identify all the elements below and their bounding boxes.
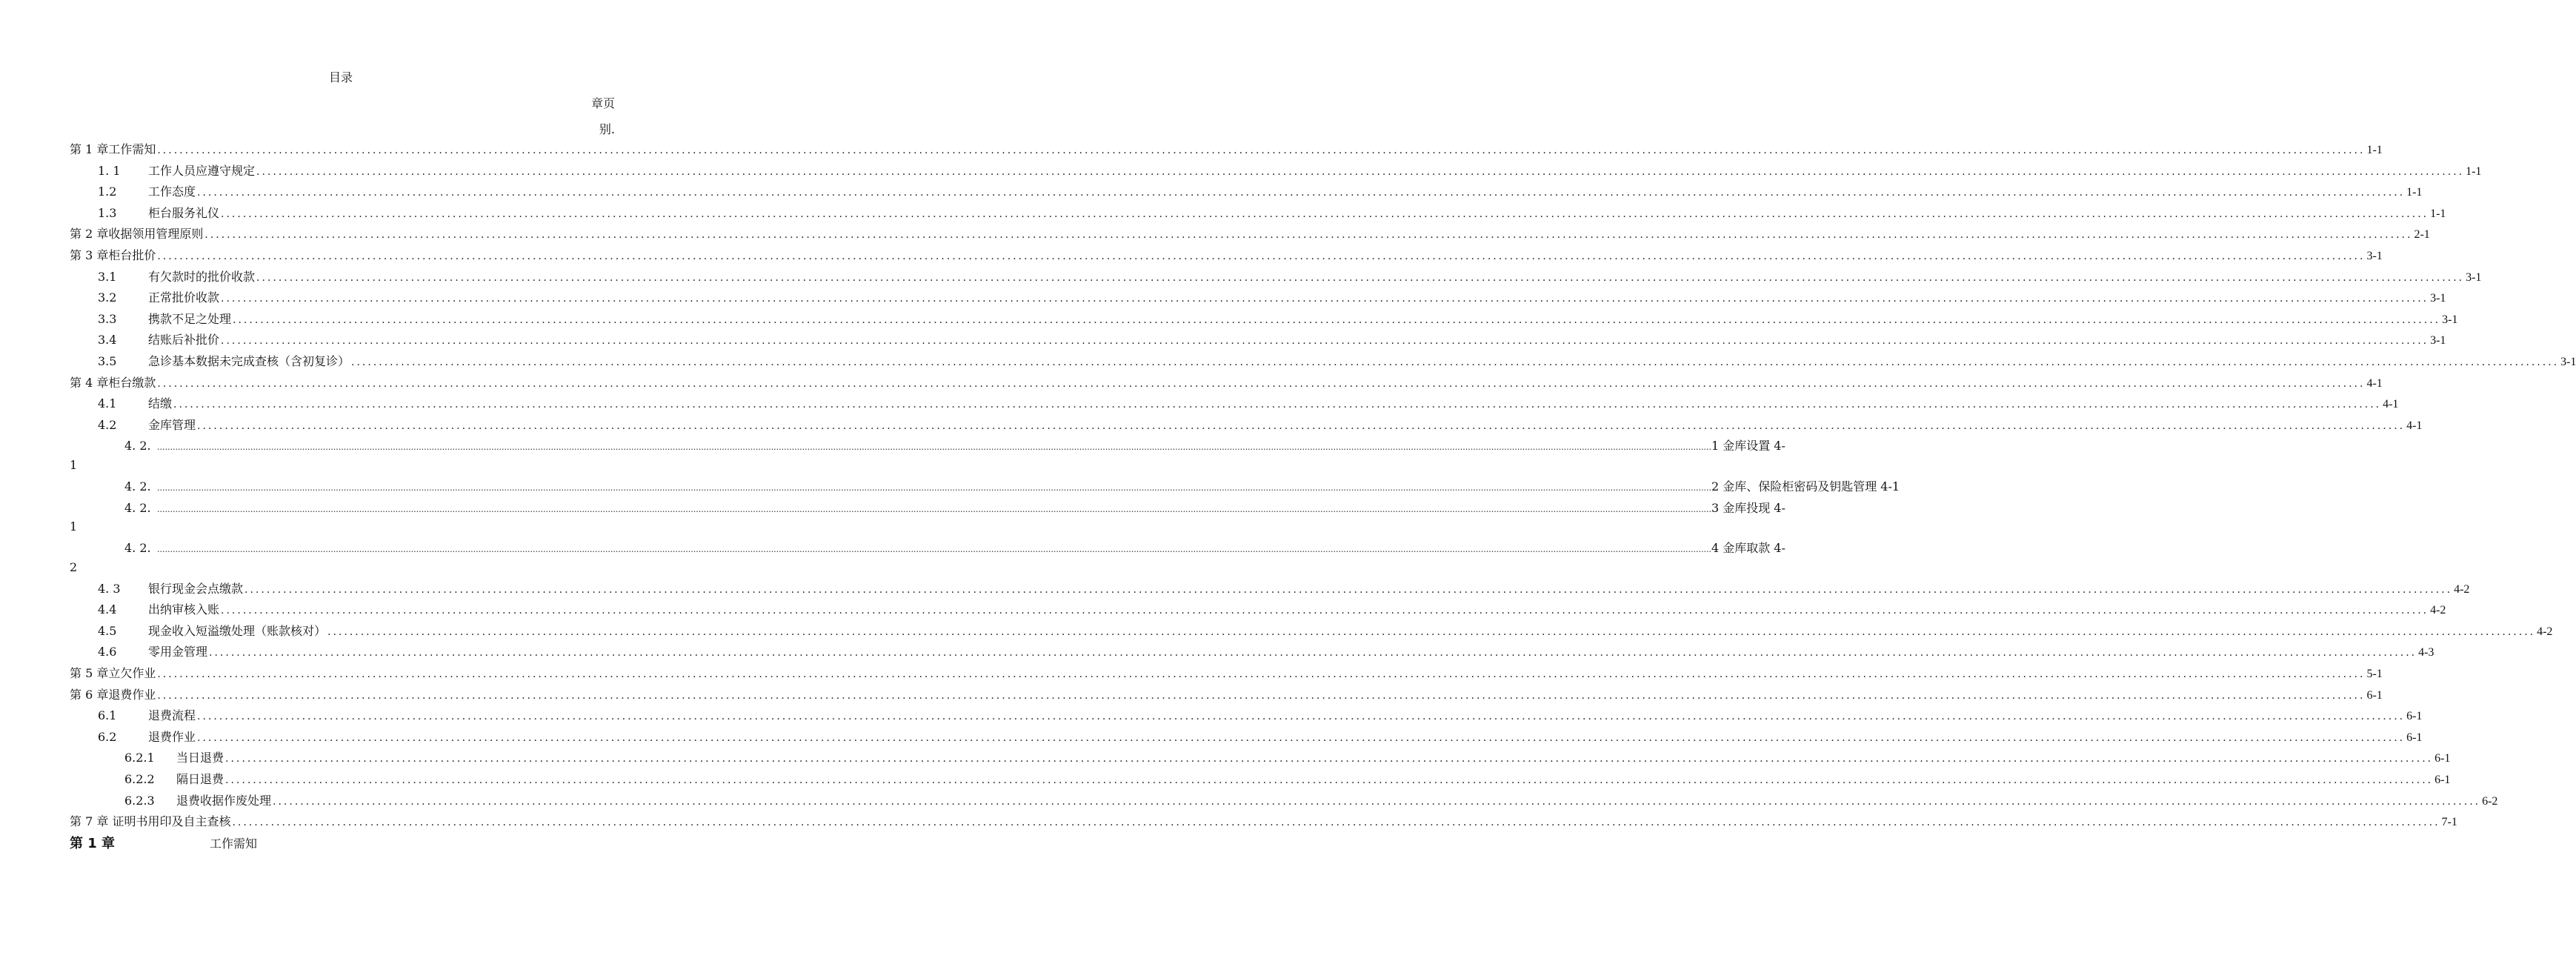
- toc-entry-number: 3.1: [98, 269, 117, 284]
- toc-entry: [70, 351, 2576, 373]
- toc-entry-title: 正常批价收款: [148, 290, 220, 305]
- toc-entry-page: 1-1: [2430, 207, 2446, 220]
- toc-entry: [70, 182, 2423, 203]
- toc-entry-number: 3.2: [98, 290, 117, 305]
- toc-entry-line: [148, 393, 2399, 416]
- toc-entry-title: 第 5 章立欠作业: [70, 666, 156, 681]
- toc-entry-number: 4. 2.: [124, 500, 151, 515]
- toc-entry-page: 4-1: [2406, 419, 2423, 432]
- toc-entry: [70, 663, 2383, 685]
- toc-entry: [70, 161, 2482, 182]
- toc-entry: [70, 224, 2430, 245]
- toc-entry: [70, 373, 2383, 394]
- toc-entry-page: 1-1: [2366, 144, 2383, 156]
- toc-entry-line: [70, 139, 2383, 162]
- toc-entry-page: 3-1: [2430, 334, 2446, 348]
- chapter-heading-name: 工作需知: [210, 837, 258, 851]
- toc-entry-page: 5-1: [2366, 668, 2383, 681]
- toc-entry-line: [148, 351, 2576, 373]
- toc-entry-wrapped: [70, 498, 1785, 539]
- toc-entry-number: 4. 2.: [124, 439, 151, 453]
- toc-entry: [70, 245, 2383, 267]
- toc-entry-wrapped-line: [70, 476, 1900, 498]
- toc-leader-dots: ................................................................................................................................................................................................................................................................................................................................................................................................................: [157, 250, 2366, 262]
- toc-entry-title: 1 金库设置 4-: [1711, 439, 1785, 453]
- toc-leader-dots: ........................................................................................................................................................................................................................................................................................................................................................................................................................................................................................................................................................................................................................: [157, 504, 1711, 514]
- toc-entry-title: 退费收据作废处理: [176, 793, 272, 808]
- toc-entry-title: 急诊基本数据未完成查核（含初复诊）: [148, 353, 350, 368]
- toc-entry-line: [148, 579, 2470, 601]
- toc-leader-dots: ................................................................................................................................................................................................................................................................................................................................................................................................................: [273, 795, 2481, 808]
- toc-entry-title: 3 金库投现 4-: [1711, 500, 1785, 515]
- toc-entry-page: 4-2: [2430, 604, 2446, 617]
- toc-leader-dots: ................................................................................................................................................................................................................................................................................................................................................................................................................: [225, 753, 2434, 765]
- toc-entry-page: 6-1: [2406, 710, 2423, 723]
- toc-entry-page: 3-1: [2430, 292, 2446, 305]
- toc-entry-title: 第 2 章收据领用管理原则: [70, 227, 204, 242]
- toc-entry: [70, 769, 2451, 791]
- toc-entry-wrapped-line: [70, 538, 1785, 559]
- toc-entry-page: 4-1: [2383, 398, 2399, 411]
- toc-leader-dots: ................................................................................................................................................................................................................................................................................................................................................................................................................: [204, 229, 2413, 242]
- toc-entry-page: 6-2: [2482, 794, 2498, 808]
- toc-entry-line: [70, 663, 2383, 685]
- toc-entry-title: 结账后补批价: [148, 333, 220, 348]
- toc-entry-wrapped-fill: [157, 538, 1785, 561]
- toc-leader-dots: ................................................................................................................................................................................................................................................................................................................................................................................................................: [157, 144, 2366, 156]
- toc-entry-number: 4. 3: [98, 581, 121, 596]
- toc-entry-title: 第 4 章柜台缴款: [70, 375, 156, 390]
- toc-entry-line: [148, 415, 2423, 437]
- toc-leader-dots: ................................................................................................................................................................................................................................................................................................................................................................................................................: [157, 668, 2366, 681]
- toc-entry-number: 6.1: [98, 708, 117, 723]
- toc-entry: [70, 811, 2457, 833]
- toc-entry-title: 当日退费: [176, 751, 224, 765]
- toc-entry: [70, 287, 2446, 309]
- toc-entry: [70, 393, 2399, 415]
- toc-entry-title: 隔日退费: [176, 772, 224, 787]
- toc-leader-dots: ................................................................................................................................................................................................................................................................................................................................................................................................................: [244, 583, 2453, 596]
- toc-entry: [70, 309, 2458, 330]
- toc-entry-number: 4.6: [98, 645, 117, 659]
- toc-entry-number: 1.2: [98, 185, 117, 199]
- toc-entry-line: [70, 811, 2457, 834]
- toc-entry-number: 4. 2.: [124, 479, 151, 493]
- toc-entry-page: 3-1: [2466, 270, 2482, 284]
- toc-entry-page: 4-2: [2537, 625, 2553, 638]
- toc-entry-number: 3.3: [98, 311, 117, 326]
- toc-leader-dots: ................................................................................................................................................................................................................................................................................................................................................................................................................: [197, 731, 2406, 744]
- toc-entry-number: 6.2.3: [124, 793, 155, 808]
- toc-entry-number: 4.5: [98, 623, 117, 638]
- toc-entry-page: 2-1: [2414, 228, 2430, 242]
- toc-entry-title: 4 金库取款 4-: [1711, 541, 1785, 556]
- toc-entry-page: 6-1: [2434, 752, 2451, 765]
- toc-entry-title: 携款不足之处理: [148, 311, 232, 326]
- toc-entry-line: [148, 287, 2446, 310]
- toc-entry-line: [148, 182, 2423, 204]
- toc-leader-dots: ................................................................................................................................................................................................................................................................................................................................................................................................................: [157, 689, 2366, 702]
- toc-entry: [70, 415, 2423, 436]
- table-of-contents: [70, 139, 2576, 833]
- toc-entry-wrapped-fill: [157, 476, 1900, 499]
- toc-entry-line: [148, 727, 2423, 749]
- toc-entry-title: 银行现金会点缴款: [148, 581, 244, 596]
- toc-entry-title: 金库管理: [148, 417, 196, 432]
- toc-entry-line: [148, 161, 2482, 183]
- toc-entry-title: 柜台服务礼仪: [148, 205, 220, 220]
- toc-leader-dots: ................................................................................................................................................................................................................................................................................................................................................................................................................: [232, 817, 2440, 829]
- toc-entry-title: 现金收入短溢缴处理（账款核对）: [148, 623, 327, 638]
- toc-leader-dots: ................................................................................................................................................................................................................................................................................................................................................................................................................: [221, 335, 2429, 348]
- toc-entry-page: 6-1: [2406, 731, 2423, 744]
- toc-entry: [70, 203, 2446, 225]
- toc-entry-number: 4. 2.: [124, 541, 151, 556]
- toc-entry-page: 4-1: [2366, 376, 2383, 390]
- toc-leader-dots: ........................................................................................................................................................................................................................................................................................................................................................................................................................................................................................................................................................................................................................: [157, 442, 1711, 453]
- toc-entry: [70, 685, 2383, 706]
- toc-entry-title: 第 3 章柜台批价: [70, 247, 156, 262]
- toc-entry-number: 4.2: [98, 417, 117, 432]
- toc-leader-dots: ........................................................................................................................................................................................................................................................................................................................................................................................................................................................................................................................................................................................................................: [157, 545, 1711, 555]
- toc-entry-number: 6.2.1: [124, 751, 155, 765]
- toc-leader-dots: ................................................................................................................................................................................................................................................................................................................................................................................................................: [256, 165, 2465, 178]
- column-header-suffix: 别.: [599, 122, 615, 136]
- toc-entry-title: 退费流程: [148, 708, 196, 723]
- toc-entry: [70, 642, 2434, 663]
- toc-entry-page: 6-1: [2434, 774, 2451, 787]
- toc-entry-title: 有欠款时的批价收款: [148, 269, 256, 284]
- toc-entry-page: 1-1: [2466, 164, 2482, 178]
- toc-entry-line: [70, 373, 2383, 395]
- toc-entry-number: 4.4: [98, 602, 117, 617]
- toc-entry-wrapped-tail: 1: [70, 519, 78, 534]
- toc-entry-title: 出纳审核入账: [148, 602, 220, 617]
- toc-entry-wrapped: [70, 538, 1785, 579]
- toc-entry-line: [176, 748, 2451, 770]
- toc-entry-line: [148, 267, 2482, 289]
- toc-entry-number: 4.1: [98, 396, 117, 411]
- toc-entry: [70, 599, 2446, 621]
- toc-entry-title: 工作态度: [148, 185, 196, 199]
- toc-entry-title: 第 6 章退费作业: [70, 687, 156, 702]
- toc-leader-dots: ................................................................................................................................................................................................................................................................................................................................................................................................................: [256, 271, 2465, 284]
- toc-title: 目录: [328, 70, 353, 84]
- toc-entry-wrapped: [70, 476, 1900, 498]
- toc-entry-line: [148, 330, 2446, 352]
- toc-entry-wrapped-fill: [157, 436, 1785, 459]
- toc-entry-page: 1-1: [2406, 186, 2423, 199]
- toc-leader-dots: ................................................................................................................................................................................................................................................................................................................................................................................................................: [197, 419, 2406, 432]
- toc-entry-page: 4-2: [2454, 582, 2470, 596]
- toc-entry-line: [148, 203, 2446, 225]
- toc-leader-dots: ................................................................................................................................................................................................................................................................................................................................................................................................................: [221, 605, 2429, 617]
- chapter-heading: 第 1 章: [70, 836, 116, 851]
- toc-entry-line: [148, 621, 2553, 643]
- toc-entry: [70, 621, 2553, 642]
- toc-leader-dots: ................................................................................................................................................................................................................................................................................................................................................................................................................: [221, 207, 2429, 220]
- toc-entry-number: 1.3: [98, 205, 117, 220]
- toc-entry-title: 结缴: [148, 396, 173, 411]
- toc-leader-dots: ................................................................................................................................................................................................................................................................................................................................................................................................................: [221, 293, 2429, 305]
- toc-entry-page: 3-1: [2560, 355, 2576, 368]
- toc-entry-wrapped-fill: [157, 498, 1785, 521]
- toc-entry-wrapped: [70, 436, 1785, 476]
- toc-entry: [70, 330, 2446, 351]
- toc-entry-line: [148, 599, 2446, 622]
- toc-entry-number: 3.5: [98, 353, 117, 368]
- toc-entry-line: [148, 705, 2423, 728]
- toc-entry-page: 3-1: [2442, 313, 2458, 326]
- toc-entry-title: 2 金库、保险柜密码及钥匙管理 4-1: [1711, 479, 1900, 493]
- column-header-chapter-page: 章页: [590, 96, 615, 110]
- toc-entry-line: [176, 791, 2498, 813]
- toc-entry-wrapped-line: [70, 436, 1785, 457]
- toc-entry-line: [70, 224, 2430, 246]
- toc-entry-wrapped-line: [70, 498, 1785, 519]
- toc-entry: [70, 705, 2423, 727]
- toc-entry-page: 7-1: [2441, 816, 2457, 829]
- toc-entry: [70, 791, 2498, 812]
- toc-leader-dots: ................................................................................................................................................................................................................................................................................................................................................................................................................: [209, 647, 2417, 659]
- toc-leader-dots: ................................................................................................................................................................................................................................................................................................................................................................................................................: [197, 187, 2406, 199]
- toc-entry-page: 4-3: [2418, 646, 2434, 659]
- toc-entry: [70, 579, 2470, 600]
- toc-leader-dots: ................................................................................................................................................................................................................................................................................................................................................................................................................: [197, 711, 2406, 723]
- toc-entry-line: [148, 309, 2458, 331]
- toc-entry-line: [70, 685, 2383, 707]
- toc-entry-wrapped-tail: 1: [70, 457, 78, 472]
- toc-leader-dots: ........................................................................................................................................................................................................................................................................................................................................................................................................................................................................................................................................................................................................................: [157, 482, 1711, 493]
- toc-entry: [70, 139, 2383, 161]
- toc-entry-page: 3-1: [2366, 249, 2383, 262]
- toc-entry-page: 6-1: [2366, 688, 2383, 702]
- toc-entry-number: 6.2: [98, 729, 117, 744]
- toc-leader-dots: ................................................................................................................................................................................................................................................................................................................................................................................................................: [327, 625, 2536, 638]
- toc-leader-dots: ................................................................................................................................................................................................................................................................................................................................................................................................................: [233, 313, 2441, 326]
- toc-leader-dots: ................................................................................................................................................................................................................................................................................................................................................................................................................: [157, 377, 2366, 390]
- toc-entry-title: 第 1 章工作需知: [70, 142, 156, 156]
- toc-entry: [70, 267, 2482, 288]
- toc-entry: [70, 727, 2423, 748]
- toc-entry-line: [176, 769, 2451, 791]
- toc-entry-title: 第 7 章 证明书用印及自主查核: [70, 814, 231, 829]
- toc-entry-line: [70, 245, 2383, 267]
- toc-entry-line: [148, 642, 2434, 664]
- toc-entry-number: 1. 1: [98, 163, 121, 178]
- toc-entry-wrapped-tail: 2: [70, 559, 78, 574]
- toc-entry-title: 工作人员应遵守规定: [148, 163, 256, 178]
- toc-leader-dots: ................................................................................................................................................................................................................................................................................................................................................................................................................: [351, 356, 2560, 368]
- toc-entry: [70, 748, 2451, 769]
- toc-entry-title: 零用金管理: [148, 645, 208, 659]
- toc-entry-number: 6.2.2: [124, 772, 155, 787]
- toc-leader-dots: ................................................................................................................................................................................................................................................................................................................................................................................................................: [225, 774, 2434, 787]
- toc-leader-dots: ................................................................................................................................................................................................................................................................................................................................................................................................................: [173, 399, 2382, 411]
- toc-entry-title: 退费作业: [148, 729, 196, 744]
- toc-entry-number: 3.4: [98, 333, 117, 348]
